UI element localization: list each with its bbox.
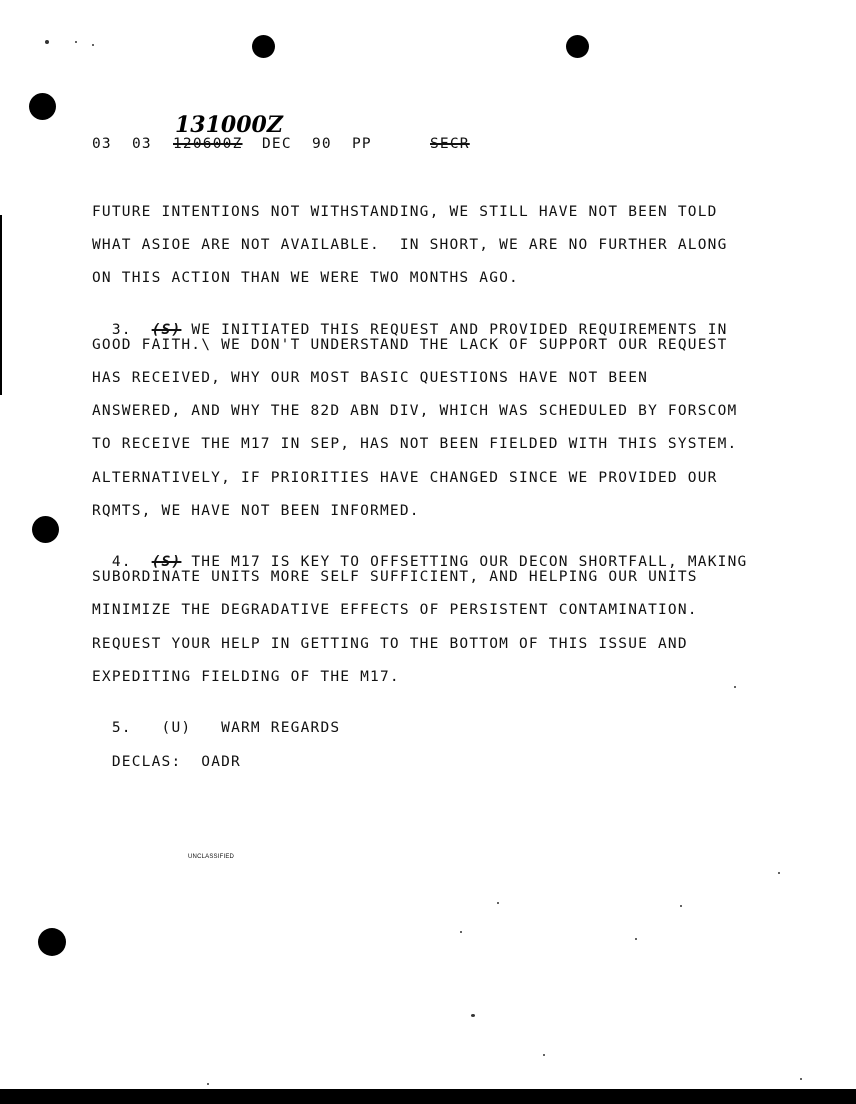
- declassification-line: [92, 735, 241, 771]
- body-line: EXPEDITING FIELDING OF THE M17.: [92, 669, 400, 685]
- scan-speck: [734, 686, 736, 688]
- body-line: FUTURE INTENTIONS NOT WITHSTANDING, WE STILL HAVE NOT BEEN TOLD: [92, 204, 718, 220]
- para-number: 3.: [111, 322, 132, 338]
- body-line: ANSWERED, AND WHY THE 82D ABN DIV, WHICH WAS SCHEDULED BY FORSCOM: [92, 403, 738, 419]
- scan-speck: [543, 1054, 545, 1056]
- scan-speck: [207, 1083, 209, 1085]
- scan-speck: [460, 931, 462, 933]
- header-precedence: PP: [352, 136, 372, 152]
- handwritten-dtg: 131000Z: [175, 112, 283, 138]
- classification-footer: UNCLASSIFIED: [188, 854, 235, 860]
- scan-bottom-edge: [0, 1089, 856, 1104]
- scan-speck: [45, 40, 49, 44]
- para-5: [92, 701, 340, 737]
- body-line: ALTERNATIVELY, IF PRIORITIES HAVE CHANGED SINCE WE PROVIDED OUR: [92, 470, 718, 486]
- para-number: 5.: [111, 720, 132, 736]
- body-line: GOOD FAITH.\ WE DON'T UNDERSTAND THE LACK OF SUPPORT OUR REQUEST: [92, 337, 728, 353]
- scan-speck: [635, 938, 637, 940]
- classification-mark: (U): [161, 720, 192, 736]
- para-text: WARM REGARDS: [221, 720, 341, 736]
- body-line: SUBORDINATE UNITS MORE SELF SUFFICIENT, AND HELPING OUR UNITS: [92, 569, 698, 585]
- body-line: RQMTS, WE HAVE NOT BEEN INFORMED.: [92, 503, 420, 519]
- body-line: WHAT ASIOE ARE NOT AVAILABLE. IN SHORT, WE ARE NO FURTHER ALONG: [92, 237, 728, 253]
- header-field-2: 03: [132, 136, 152, 152]
- scan-edge: [0, 215, 2, 395]
- struck-classification: SECR: [430, 136, 470, 152]
- header-month: DEC: [262, 136, 292, 152]
- classification-mark: (S): [151, 322, 182, 338]
- punch-hole: [32, 516, 59, 543]
- scan-speck: [497, 902, 499, 904]
- para-number: 4.: [111, 554, 132, 570]
- body-line: MINIMIZE THE DEGRADATIVE EFFECTS OF PERSISTENT CONTAMINATION.: [92, 602, 698, 618]
- classification-mark: (S): [151, 554, 182, 570]
- punch-hole: [29, 93, 56, 120]
- scan-speck: [800, 1078, 802, 1080]
- body-line: TO RECEIVE THE M17 IN SEP, HAS NOT BEEN FIELDED WITH THIS SYSTEM.: [92, 436, 738, 452]
- para-text: WE INITIATED THIS REQUEST AND PROVIDED REQUIREMENTS IN: [191, 322, 728, 338]
- para-3-heading: [92, 303, 728, 339]
- punch-hole: [252, 35, 275, 58]
- header-year: 90: [312, 136, 332, 152]
- para-4-heading: [92, 535, 747, 571]
- scan-speck: [778, 872, 780, 874]
- scan-speck: [92, 44, 94, 46]
- declas-value: OADR: [201, 754, 241, 770]
- scan-speck: [680, 905, 682, 907]
- scan-speck: [75, 41, 77, 43]
- header-field-1: 03: [92, 136, 112, 152]
- body-line: REQUEST YOUR HELP IN GETTING TO THE BOTTOM OF THIS ISSUE AND: [92, 636, 688, 652]
- declas-label: DECLAS:: [111, 754, 182, 770]
- body-line: ON THIS ACTION THAN WE WERE TWO MONTHS AGO.: [92, 270, 519, 286]
- punch-hole: [38, 928, 66, 956]
- body-line: HAS RECEIVED, WHY OUR MOST BASIC QUESTIONS HAVE NOT BEEN: [92, 370, 649, 386]
- scan-speck: [471, 1014, 475, 1017]
- punch-hole: [566, 35, 589, 58]
- para-text: THE M17 IS KEY TO OFFSETTING OUR DECON SHORTFALL, MAKING: [191, 554, 748, 570]
- struck-dtg: 120600Z: [173, 136, 243, 152]
